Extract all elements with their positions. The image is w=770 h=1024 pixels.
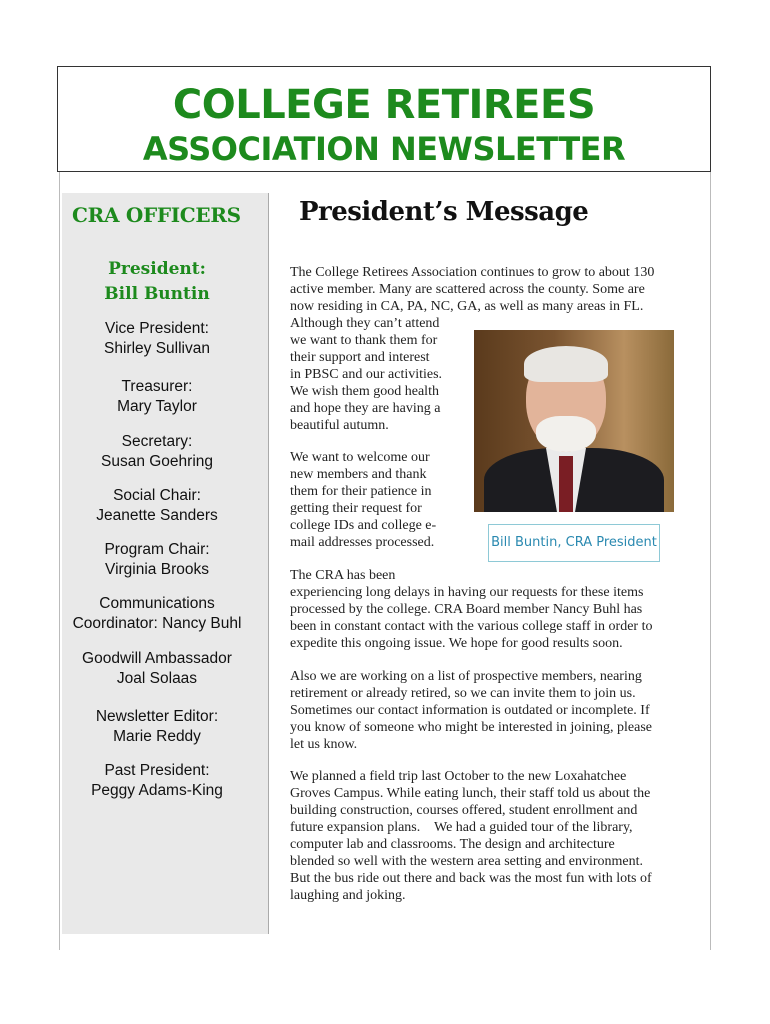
article-heading: President’s Message	[299, 197, 589, 227]
text-line: them for their patience in	[290, 484, 432, 499]
text-line: building construction, courses offered, student enrollment and	[290, 803, 638, 818]
text-line: college IDs and college e-	[290, 518, 437, 533]
photo-beard	[536, 416, 596, 452]
page-border-left	[59, 172, 60, 950]
article-paragraph	[290, 768, 700, 904]
text-line: computer lab and classrooms. The design and architecture	[290, 837, 615, 852]
masthead	[57, 82, 711, 168]
officer-role: Past President:	[104, 762, 210, 779]
officer-role: Secretary:	[121, 433, 193, 450]
officer-entry	[62, 432, 252, 472]
article-paragraph	[290, 449, 470, 551]
text-line: getting their request for	[290, 501, 422, 516]
text-line: The College Retirees Association continues to grow to about 130	[290, 265, 655, 280]
officer-entry	[62, 761, 252, 801]
text-line: active member. Many are scattered across the county. Some are	[290, 282, 645, 297]
text-line: We want to welcome our	[290, 450, 430, 465]
officer-entry	[62, 594, 252, 634]
officer-entry	[62, 540, 252, 580]
officer-name: Coordinator: Nancy Buhl	[72, 615, 242, 632]
text-line: you know of someone who might be interested in joining, please	[290, 720, 652, 735]
text-line: The CRA has been	[290, 568, 396, 583]
officer-name: Joal Solaas	[116, 670, 198, 687]
text-line: blended so well with the western area setting and environment.	[290, 854, 644, 869]
text-line: Although they can’t attend	[290, 316, 440, 331]
officer-role: Treasurer:	[121, 378, 193, 395]
officer-name: Virginia Brooks	[105, 561, 209, 578]
president-role: President:	[108, 259, 206, 279]
text-line: now residing in CA, PA, NC, GA, as well as many areas in FL.	[290, 299, 644, 314]
article-paragraph	[290, 264, 700, 315]
officer-role: Goodwill Ambassador	[82, 650, 232, 667]
text-line: let us know.	[290, 737, 358, 752]
text-line: We wish them good health	[290, 384, 439, 399]
officers-sidebar	[62, 193, 269, 934]
text-line: we want to thank them for	[290, 333, 438, 348]
officers-heading: CRA OFFICERS	[72, 203, 241, 227]
officer-name: Shirley Sullivan	[104, 340, 210, 357]
officer-role: Vice President:	[105, 320, 209, 337]
officer-role: Social Chair:	[113, 487, 201, 504]
article-paragraph	[290, 315, 470, 434]
officer-role: Newsletter Editor:	[95, 708, 219, 725]
text-line: But the bus ride out there and back was the most fun with lots of	[290, 871, 652, 886]
text-line: Sometimes our contact information is outdated or incomplete. If	[290, 703, 650, 718]
text-line: their support and interest	[290, 350, 430, 365]
officer-name: Marie Reddy	[113, 728, 201, 745]
text-line: future expansion plans. We had a guided tour of the library,	[290, 820, 633, 835]
text-line: new members and thank	[290, 467, 427, 482]
president-photo	[474, 330, 674, 512]
officer-entry	[62, 377, 252, 417]
text-line: and hope they are having a	[290, 401, 441, 416]
photo-hair	[524, 346, 608, 382]
text-line: retirement or already retired, so we can invite them to join us.	[290, 686, 636, 701]
text-line: mail addresses processed.	[290, 535, 435, 550]
masthead-title-line2: ASSOCIATION NEWSLETTER	[142, 130, 626, 168]
president-name: Bill Buntin	[104, 284, 210, 304]
article-paragraph	[290, 668, 700, 753]
text-line: in PBSC and our activities.	[290, 367, 443, 382]
text-line: We planned a field trip last October to the new Loxahatchee	[290, 769, 627, 784]
officer-name: Mary Taylor	[117, 398, 197, 415]
officer-name: Susan Goehring	[100, 453, 214, 470]
page-border-right	[710, 172, 711, 950]
president-entry	[62, 257, 252, 307]
officer-entry	[62, 486, 252, 526]
photo-tie	[559, 456, 573, 512]
officer-entry	[62, 649, 252, 689]
photo-caption: Bill Buntin, CRA President	[488, 524, 660, 562]
officer-entry	[62, 707, 252, 747]
officer-name: Jeanette Sanders	[96, 507, 218, 524]
officer-role: Program Chair:	[104, 541, 210, 558]
text-line: Also we are working on a list of prospective members, nearing	[290, 669, 642, 684]
text-line: been in constant contact with the various college staff in order to	[290, 619, 653, 634]
text-line: experiencing long delays in having our requests for these items	[290, 585, 644, 600]
text-line: processed by the college. CRA Board member Nancy Buhl has	[290, 602, 643, 617]
masthead-title-line1: COLLEGE RETIREES	[172, 82, 596, 128]
text-line: laughing and joking.	[290, 888, 406, 903]
officer-name: Peggy Adams-King	[91, 782, 223, 799]
officer-role: Communications	[99, 595, 215, 612]
text-line: Groves Campus. While eating lunch, their staff told us about the	[290, 786, 651, 801]
article-paragraph	[290, 567, 700, 652]
text-line: beautiful autumn.	[290, 418, 389, 433]
officer-entry	[62, 319, 252, 359]
text-line: expedite this ongoing issue. We hope for good results soon.	[290, 636, 623, 651]
